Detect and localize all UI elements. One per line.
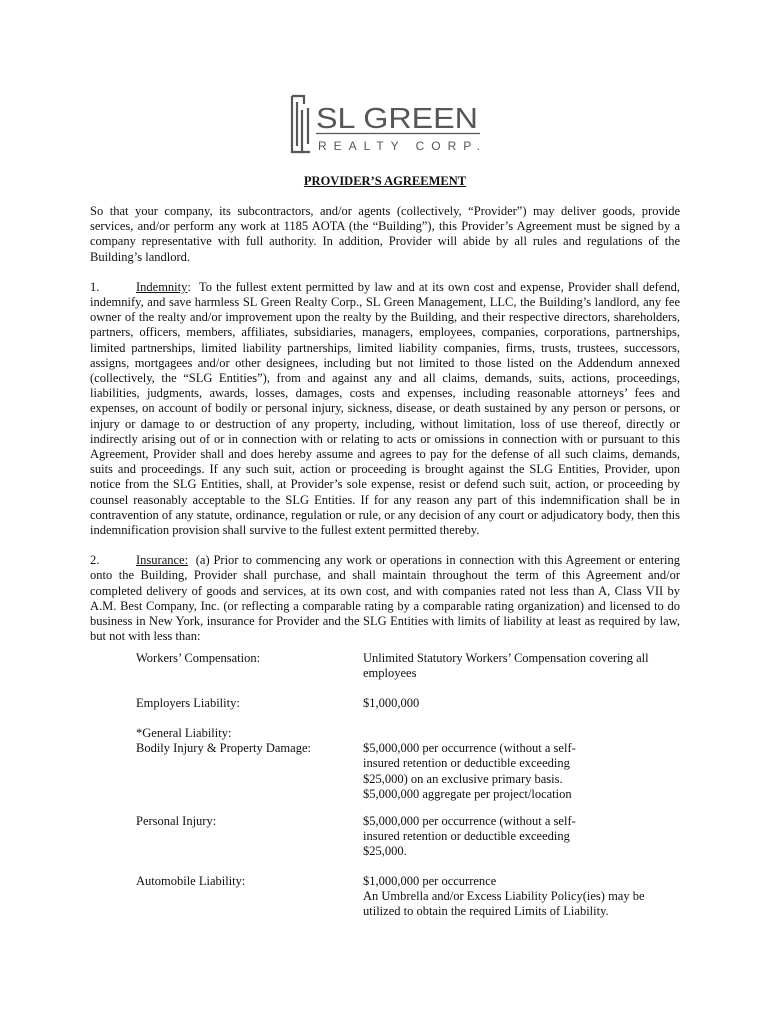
section-number: 1.: [90, 279, 100, 294]
coverage-label: *General Liability: Bodily Injury & Property Damage:: [136, 726, 311, 756]
coverage-value: Unlimited Statutory Workers’ Compensation covering all employees: [363, 651, 649, 681]
logo-subtitle: REALTY CORP.: [318, 139, 480, 153]
coverage-value: $1,000,000: [363, 696, 420, 710]
section-text: (a) Prior to commencing any work or operations in connection with this Agreement or entering onto the Building, Provider shall purchase, and shall maintain throughout the term of this Agreement and/or completed delivery of goods and services, at its own cost, and with companies rated not less than A, Class VII by A.M. Best Company, Inc. (or reflecting a comparable rating by a comparable rating organization) and licensed to do business in New York, insurance for Provider and the SLG Entities with limits of liability at least as required by law, but not with less than:: [90, 553, 680, 644]
coverage-label: Workers’ Compensation:: [136, 651, 261, 665]
coverage-value: $5,000,000 per occurrence (without a self- insured retention or deductible exceeding $25,000.: [363, 814, 576, 859]
section-insurance: [90, 553, 680, 644]
section-indemnity: [90, 280, 680, 538]
coverage-value: $1,000,000 per occurrence An Umbrella and/or Excess Liability Policy(ies) may be utilized to obtain the required Limits of Liability.: [363, 874, 645, 919]
section-separator: :: [187, 279, 199, 294]
coverage-label: Automobile Liability:: [136, 874, 246, 888]
intro-paragraph: So that your company, its subcontractors, and/or agents (collectively, “Provider”) may deliver goods, provide services, and/or perform any work at 1185 AOTA (the “Building”), this Provider’s Agreement must be signed by a company representative with full authority. In addition, Provider will abide by all rules and regulations of the Building’s landlord.: [90, 204, 680, 264]
section-heading: Insurance:: [136, 553, 189, 568]
sl-green-logo: [288, 94, 484, 156]
section-heading: Indemnity: [136, 279, 188, 294]
logo-wordmark: SL GREEN: [316, 103, 478, 135]
document-title: PROVIDER’S AGREEMENT: [303, 174, 467, 188]
coverage-label: Personal Injury:: [136, 814, 217, 828]
section-number: 2.: [90, 553, 100, 568]
document-body: [90, 204, 680, 659]
coverage-label: Employers Liability:: [136, 696, 240, 710]
section-separator: [188, 553, 196, 567]
section-text: To the fullest extent permitted by law and at its own cost and expense, Provider shall defend, indemnify, and save harmless SL Green Realty Corp., SL Green Management, LLC, the Building’s landlord, any fee owner of the realty and/or improvement upon the realty by the Building, and their respective directors, shareholders, partners, officers, members, affiliates, subsidiaries, managers, employees, companies, corporations, partnerships, limited partnerships, limited liability partnerships, limited liability companies, firms, trusts, trustees, successors, assigns, mortgagees and/or other designees, including but not limited to those listed on the Addendum annexed (collectively, the “SLG Entities”), from and against any and all claims, demands, suits, actions, proceedings, liabilities, judgments, awards, losses, damages, costs and expenses, including reasonable attorneys’ fees and expenses, on account of bodily or personal injury, sickness, disease, or death sustained by any person or persons, or injury or damage to or destruction of any property, including, without limitation, loss of use thereof, directly or indirectly arising out of or in connection with or relating to acts or omissions in connection with or pursuant to this Agreement, Provider shall and does hereby assume and agrees to pay for the defense of all such claims, demands, suits and proceedings. If any such suit, action or proceeding is brought against the SLG Entities, Provider, upon notice from the SLG Entities, shall, at Provider’s sole expense, resist or defend such suit, action, or proceeding by counsel reasonably acceptable to the SLG Entities. If for any reason any part of this indemnification shall be in contravention of any statute, ordinance, regulation or rule, or any decision of any court or adjudicatory body, then this indemnification provision shall survive to the fullest extent permitted thereby.: [90, 279, 680, 538]
coverage-value: $5,000,000 per occurrence (without a self- insured retention or deductible exceeding $25,000) on an exclusive primary basis. $5,000,000 aggregate per project/location: [363, 741, 576, 801]
